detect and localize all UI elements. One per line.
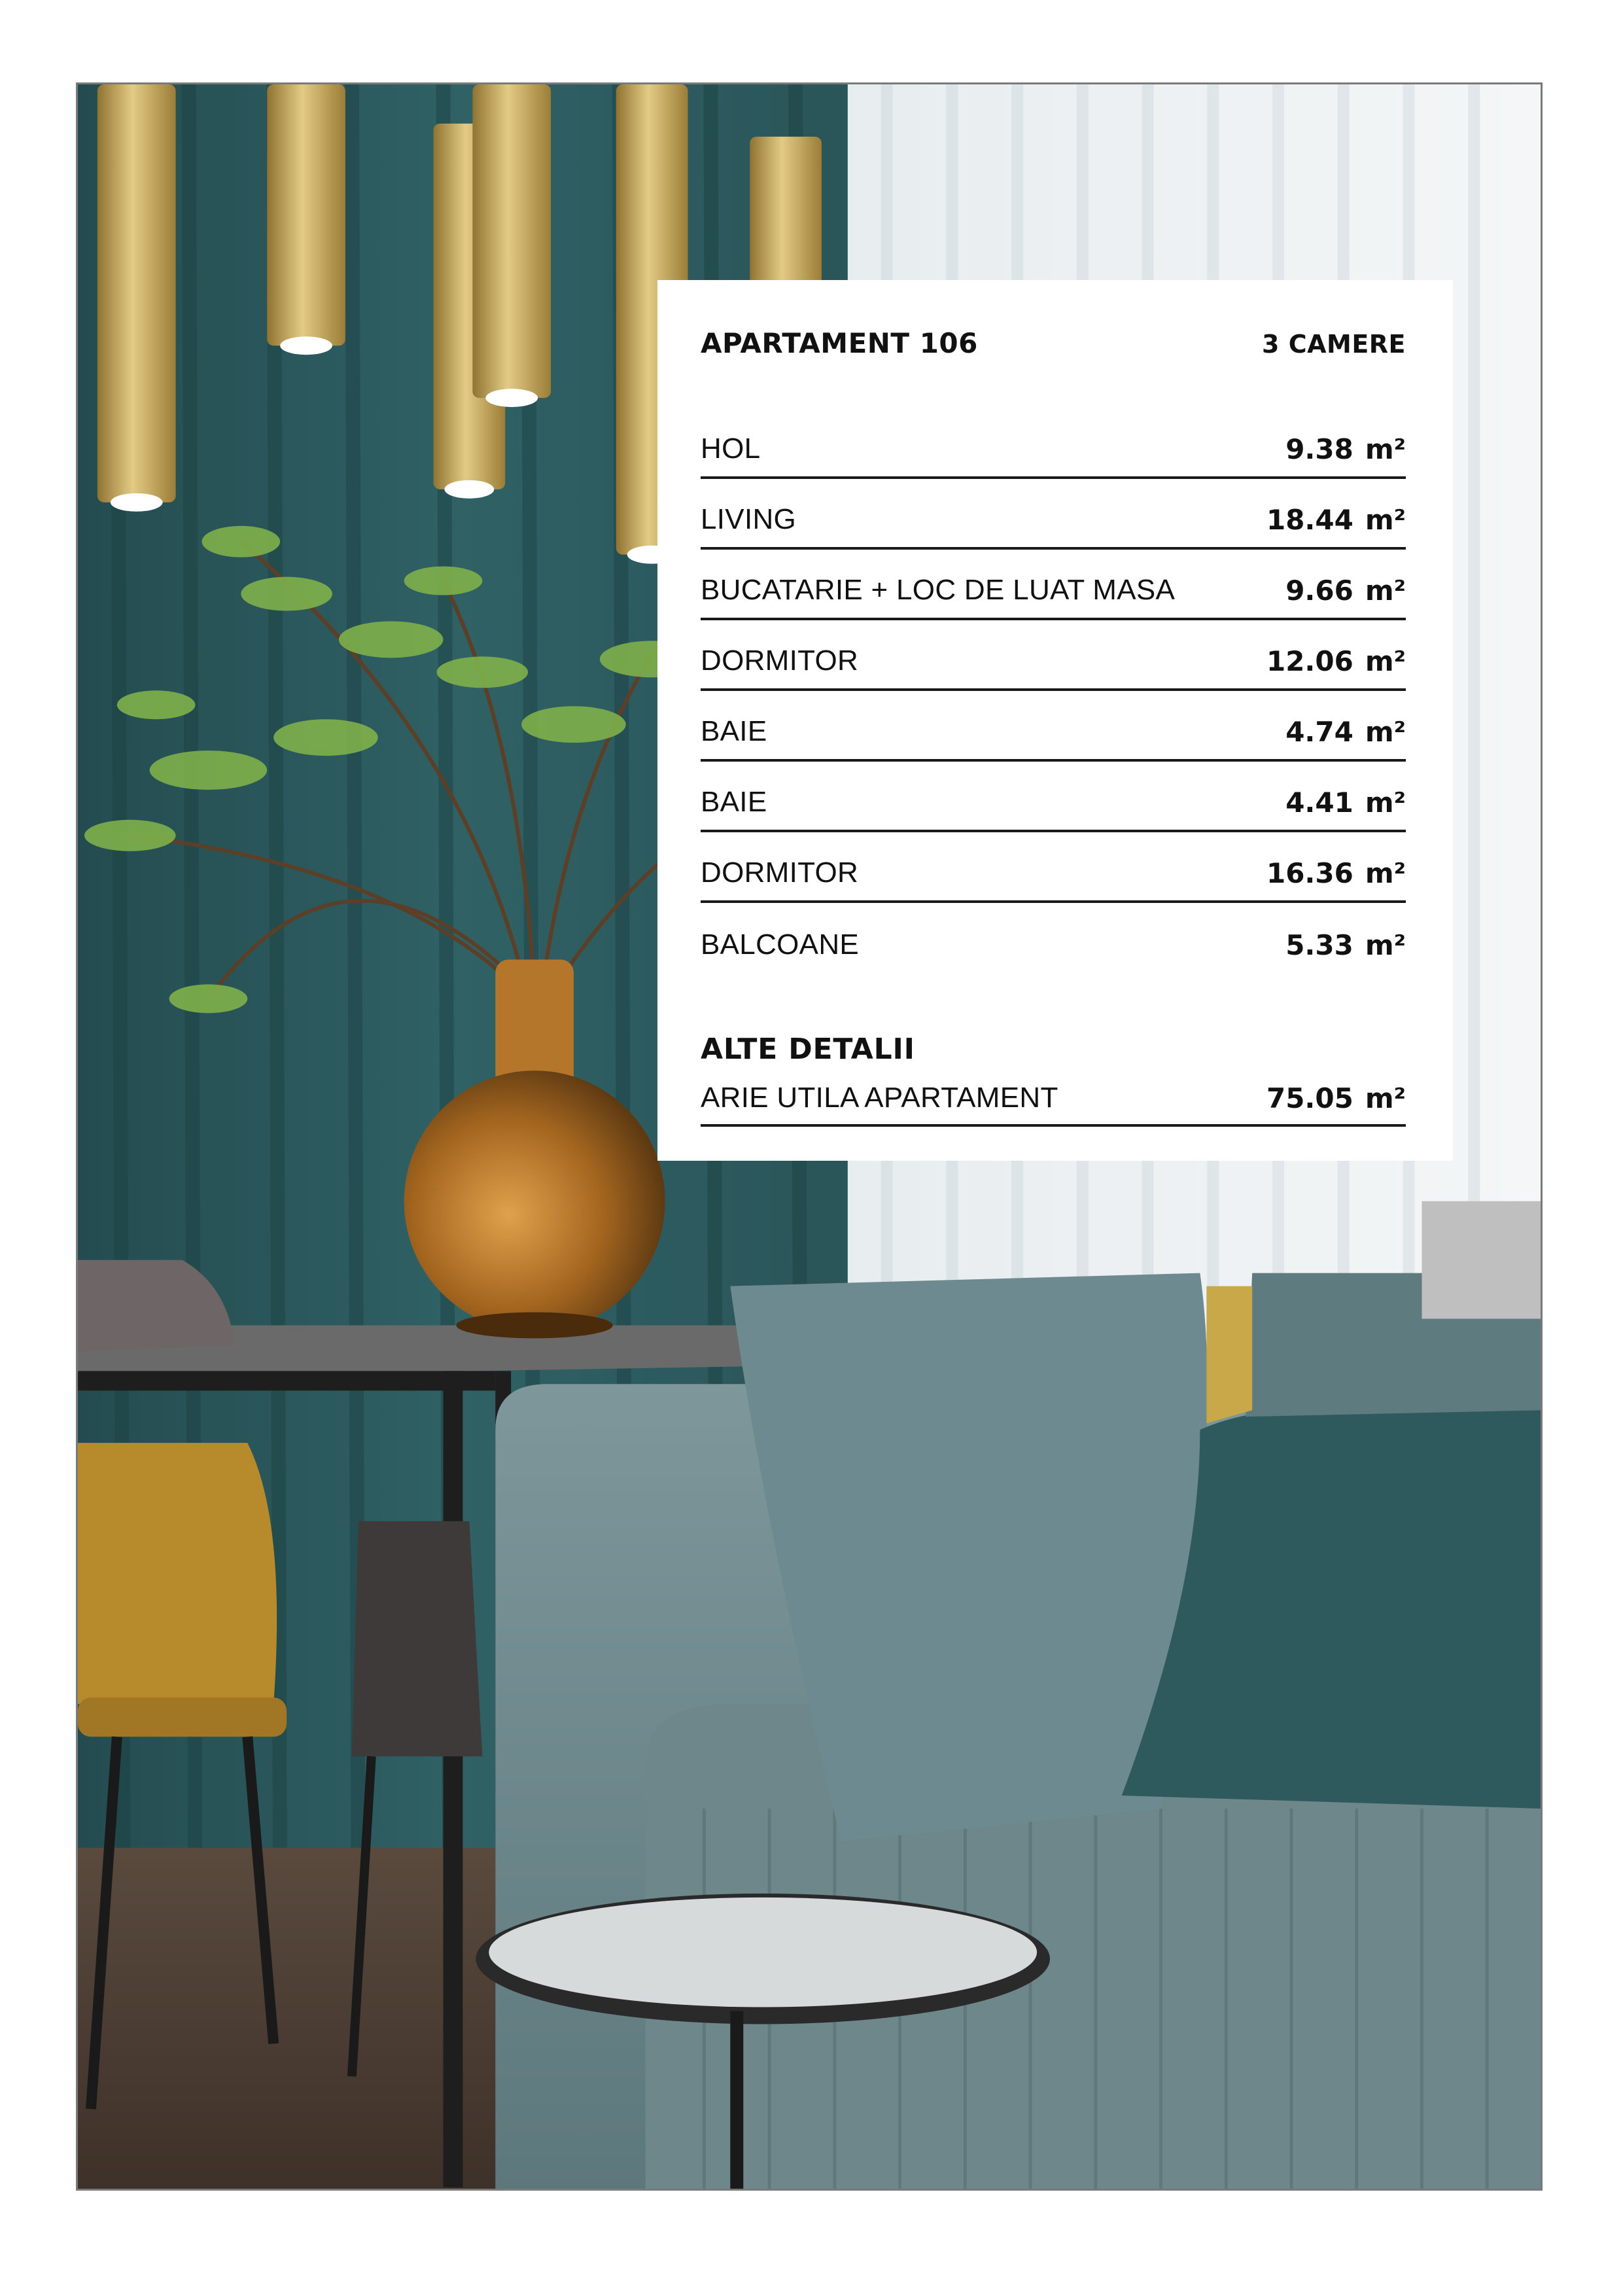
room-row bbox=[701, 903, 1406, 974]
room-name: BAIE bbox=[701, 715, 767, 747]
area-unit: m² bbox=[1365, 786, 1406, 819]
area-unit: m² bbox=[1365, 645, 1406, 677]
room-area bbox=[1285, 929, 1406, 961]
total-area-value: 75.05 bbox=[1266, 1082, 1353, 1114]
area-unit: m² bbox=[1365, 857, 1406, 889]
area-value: 16.36 bbox=[1266, 857, 1353, 889]
area-value: 4.74 bbox=[1285, 715, 1353, 748]
room-name: BALCOANE bbox=[701, 928, 860, 961]
area-value: 4.41 bbox=[1285, 786, 1353, 819]
room-row bbox=[701, 550, 1406, 620]
room-name: HOL bbox=[701, 433, 761, 465]
card-header bbox=[701, 327, 1406, 366]
area-unit: m² bbox=[1365, 928, 1406, 961]
area-unit: m² bbox=[1365, 433, 1406, 465]
sofa-cushions bbox=[730, 1273, 1541, 1841]
total-area bbox=[1266, 1082, 1406, 1114]
area-value: 12.06 bbox=[1266, 645, 1353, 677]
area-value: 9.38 bbox=[1285, 433, 1353, 465]
room-name: DORMITOR bbox=[701, 857, 859, 889]
room-row bbox=[701, 620, 1406, 691]
room-row bbox=[701, 832, 1406, 903]
area-value: 5.33 bbox=[1285, 928, 1353, 961]
room-area bbox=[1285, 433, 1406, 465]
total-area-label: ARIE UTILA APARTAMENT bbox=[701, 1082, 1058, 1114]
details-section-title: ALTE DETALII bbox=[701, 1033, 915, 1066]
room-name: BAIE bbox=[701, 786, 767, 818]
room-area bbox=[1266, 857, 1406, 889]
room-area bbox=[1285, 574, 1406, 607]
area-value: 18.44 bbox=[1266, 503, 1353, 536]
room-row bbox=[701, 691, 1406, 762]
room-name: DORMITOR bbox=[701, 645, 859, 677]
room-area bbox=[1266, 645, 1406, 677]
rooms-count: 3 CAMERE bbox=[1262, 330, 1406, 359]
room-name: LIVING bbox=[701, 503, 797, 535]
area-unit: m² bbox=[1365, 715, 1406, 748]
area-unit: m² bbox=[1365, 574, 1406, 607]
room-area bbox=[1285, 786, 1406, 819]
room-area bbox=[1266, 504, 1406, 536]
room-row bbox=[701, 479, 1406, 550]
area-unit: m² bbox=[1365, 1082, 1406, 1114]
total-area-row bbox=[701, 1072, 1406, 1127]
area-value: 9.66 bbox=[1285, 574, 1353, 607]
room-row bbox=[701, 408, 1406, 479]
room-list bbox=[701, 408, 1406, 974]
apartment-title: APARTAMENT 106 bbox=[701, 327, 978, 359]
apartment-spec-card bbox=[657, 280, 1453, 1161]
room-row bbox=[701, 762, 1406, 832]
area-unit: m² bbox=[1365, 503, 1406, 536]
room-name: BUCATARIE + LOC DE LUAT MASA bbox=[701, 574, 1176, 606]
room-area bbox=[1285, 716, 1406, 748]
side-box bbox=[1422, 1201, 1541, 1319]
